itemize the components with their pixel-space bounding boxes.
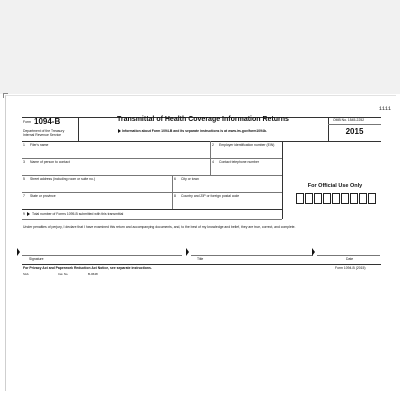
footer-code-left: SAA <box>23 272 29 276</box>
footer-code-center: B-0648 <box>88 272 98 276</box>
field-3-label: Name of person to contact <box>30 160 70 164</box>
title-label: Title <box>197 257 204 261</box>
grid-rule-1 <box>22 158 282 159</box>
official-use-box <box>323 193 331 204</box>
field-9-label: Total number of Forms 1095-B submitted with this transmittal <box>32 212 124 216</box>
field-9-arrow-icon <box>27 212 30 216</box>
footer-rule <box>22 264 381 265</box>
field-6-number: 6 <box>174 177 176 181</box>
form-title: Transmittal of Health Coverage Information Returns <box>117 116 289 123</box>
grid-rule-2 <box>22 175 282 176</box>
state-input[interactable] <box>23 199 171 208</box>
field-2-label: Employer identification number (EIN) <box>219 143 275 147</box>
field-1-number: 1 <box>23 143 25 147</box>
contact-name-input[interactable] <box>23 165 209 174</box>
cat-label: Cat. No. <box>58 272 69 276</box>
official-use-box <box>332 193 340 204</box>
field-6-label: City or town <box>181 177 199 181</box>
grid-rule-3 <box>22 192 282 193</box>
omb-rule <box>328 124 381 125</box>
grid-divider-a <box>210 141 211 175</box>
penalty-statement: Under penalties of perjury, I declare that I have examined this return and accompanying documents, and, to the best of my knowledge and belief, they are true, correct, and complete. <box>23 225 296 229</box>
tax-year: 2015 <box>345 127 364 136</box>
field-2-number: 2 <box>212 143 214 147</box>
corner-code: 1111 <box>379 106 392 112</box>
form-number: 1094-B <box>34 117 61 126</box>
omb-number: OMB No. 1545-2252 <box>333 118 365 122</box>
agency-line-1: Department of the Treasury <box>23 129 65 133</box>
official-use-box <box>341 193 349 204</box>
field-1-label: Filer's name <box>30 143 49 147</box>
field-7-label: State or province <box>30 194 56 198</box>
agency-line-2: Internal Revenue Service <box>23 133 62 137</box>
form-prefix: Form <box>23 120 31 124</box>
title-input[interactable] <box>191 246 313 255</box>
header-divider-left <box>78 117 79 141</box>
signature-input[interactable] <box>22 246 182 255</box>
date-arrow-icon <box>312 248 315 256</box>
date-line <box>317 255 380 256</box>
field-9-number: 9 <box>23 212 25 216</box>
field-5-number: 5 <box>23 177 25 181</box>
field-4-number: 4 <box>212 160 214 164</box>
header-bottom-rule <box>22 141 381 142</box>
contact-phone-input[interactable] <box>212 165 281 174</box>
ein-input[interactable] <box>212 148 281 157</box>
street-address-input[interactable] <box>23 182 171 191</box>
official-use-box <box>368 193 376 204</box>
signature-label: Signature <box>29 257 44 261</box>
official-use-label: For Official Use Only <box>307 183 363 189</box>
info-arrow-icon <box>118 129 121 133</box>
background-band <box>0 0 400 94</box>
official-use-box <box>314 193 322 204</box>
country-zip-input[interactable] <box>174 199 281 208</box>
title-arrow-icon <box>186 248 189 256</box>
date-input[interactable] <box>317 246 380 255</box>
date-label: Date <box>346 257 354 261</box>
field-8-label: Country and ZIP or foreign postal code <box>181 194 240 198</box>
field-3-number: 3 <box>23 160 25 164</box>
field-8-number: 8 <box>174 194 176 198</box>
city-input[interactable] <box>174 182 281 191</box>
grid-rule-5 <box>22 219 282 220</box>
info-line: Information about Form 1094-B and its separate instructions is at www.irs.gov/form1094b. <box>122 129 267 133</box>
official-use-box <box>350 193 358 204</box>
official-use-box <box>296 193 304 204</box>
field-7-number: 7 <box>23 194 25 198</box>
privacy-notice: For Privacy Act and Paperwork Reduction Act Notice, see separate instructions. <box>23 266 152 270</box>
official-use-box <box>359 193 367 204</box>
official-use-box <box>305 193 313 204</box>
signature-line <box>22 255 182 256</box>
total-forms-input[interactable] <box>160 210 281 218</box>
grid-divider-b <box>172 175 173 209</box>
filer-name-input[interactable] <box>23 148 209 157</box>
field-5-label: Street address (including room or suite no.) <box>30 177 96 181</box>
grid-divider-right <box>282 141 283 219</box>
title-line <box>191 255 313 256</box>
signature-arrow-icon <box>17 248 20 256</box>
field-4-label: Contact telephone number <box>219 160 259 164</box>
form-sheet <box>5 95 396 391</box>
crop-mark <box>3 93 8 98</box>
form-reference: Form 1094-B (2015) <box>335 266 366 270</box>
